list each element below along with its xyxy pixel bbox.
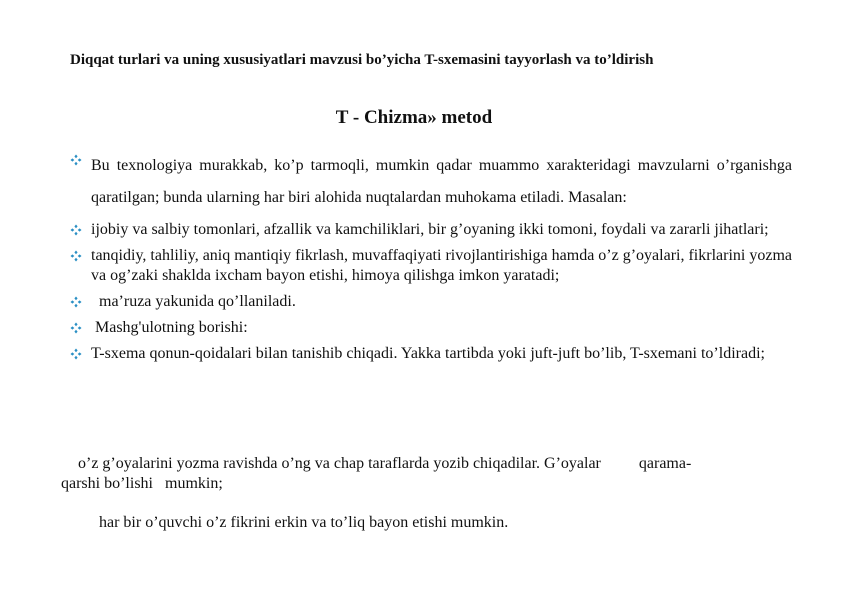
list-item-text: T-sxema qonun-qoidalari bilan tanishib chiqadi. Yakka tartibda yoki juft-juft bo’lib, T-sxemani to’ldiradi; [91, 345, 765, 362]
list-item [70, 318, 792, 338]
diamond-bullet-icon [70, 296, 82, 308]
paragraph-ideas-line1 [61, 454, 792, 474]
list-item [70, 292, 792, 312]
list-item [70, 220, 792, 240]
list-item [70, 344, 792, 364]
paragraph-expression: har bir o’quvchi o’z fikrini erkin va to’liq bayon etishi mumkin. [99, 514, 509, 531]
diamond-bullet-icon [70, 224, 82, 236]
paragraph-ideas-line1-part1: o’z g’oyalarini yozma ravishda o’ng va chap taraflarda yozib chiqadilar. G’oyalar [78, 455, 601, 472]
paragraph-ideas-line2: qarshi bo’lishi mumkin; [61, 475, 223, 492]
method-title [0, 107, 842, 129]
diamond-bullet-icon [70, 348, 82, 360]
method-title-text: T - Chizma» metod [335, 107, 493, 128]
diamond-bullet-icon [70, 154, 82, 166]
list-item-text: tanqidiy, tahliliy, aniq mantiqiy fikrlash, muvaffaqiyati rivojlantirishiga hamda o’z g’oyalari, fikrlarini yozma va og’zaki shaklda ixcham bayon etishi, himoya qilishga imkon yaratadi; [91, 247, 792, 284]
list-item-text: Mashg'ulotning borishi: [91, 319, 248, 336]
bullet-list [70, 156, 792, 364]
list-item-text: Bu texnologiya murakkab, ko’p tarmoqli, mumkin qadar muammo xarakteridagi mavzularni o’rganishga qaratilgan; bunda ularning har biri alohida nuqtalardan muhokama etiladi. Masalan: [91, 157, 792, 206]
list-item [70, 246, 792, 286]
diamond-bullet-icon [70, 250, 82, 262]
paragraph-ideas [61, 454, 792, 494]
list-item-text: ma’ruza yakunida qo’llaniladi. [91, 293, 296, 310]
paragraph-ideas-line1-part2: qarama- [638, 455, 692, 472]
diamond-bullet-icon [70, 322, 82, 334]
list-item-text: ijobiy va salbiy tomonlari, afzallik va kamchiliklari, bir g’oyaning ikki tomoni, foydali va zararli jihatlari; [91, 221, 769, 238]
list-item [70, 150, 792, 214]
document-heading: Diqqat turlari va uning xususiyatlari mavzusi bo’yicha T-sxemasini tayyorlash va to’ldirish [70, 52, 654, 68]
